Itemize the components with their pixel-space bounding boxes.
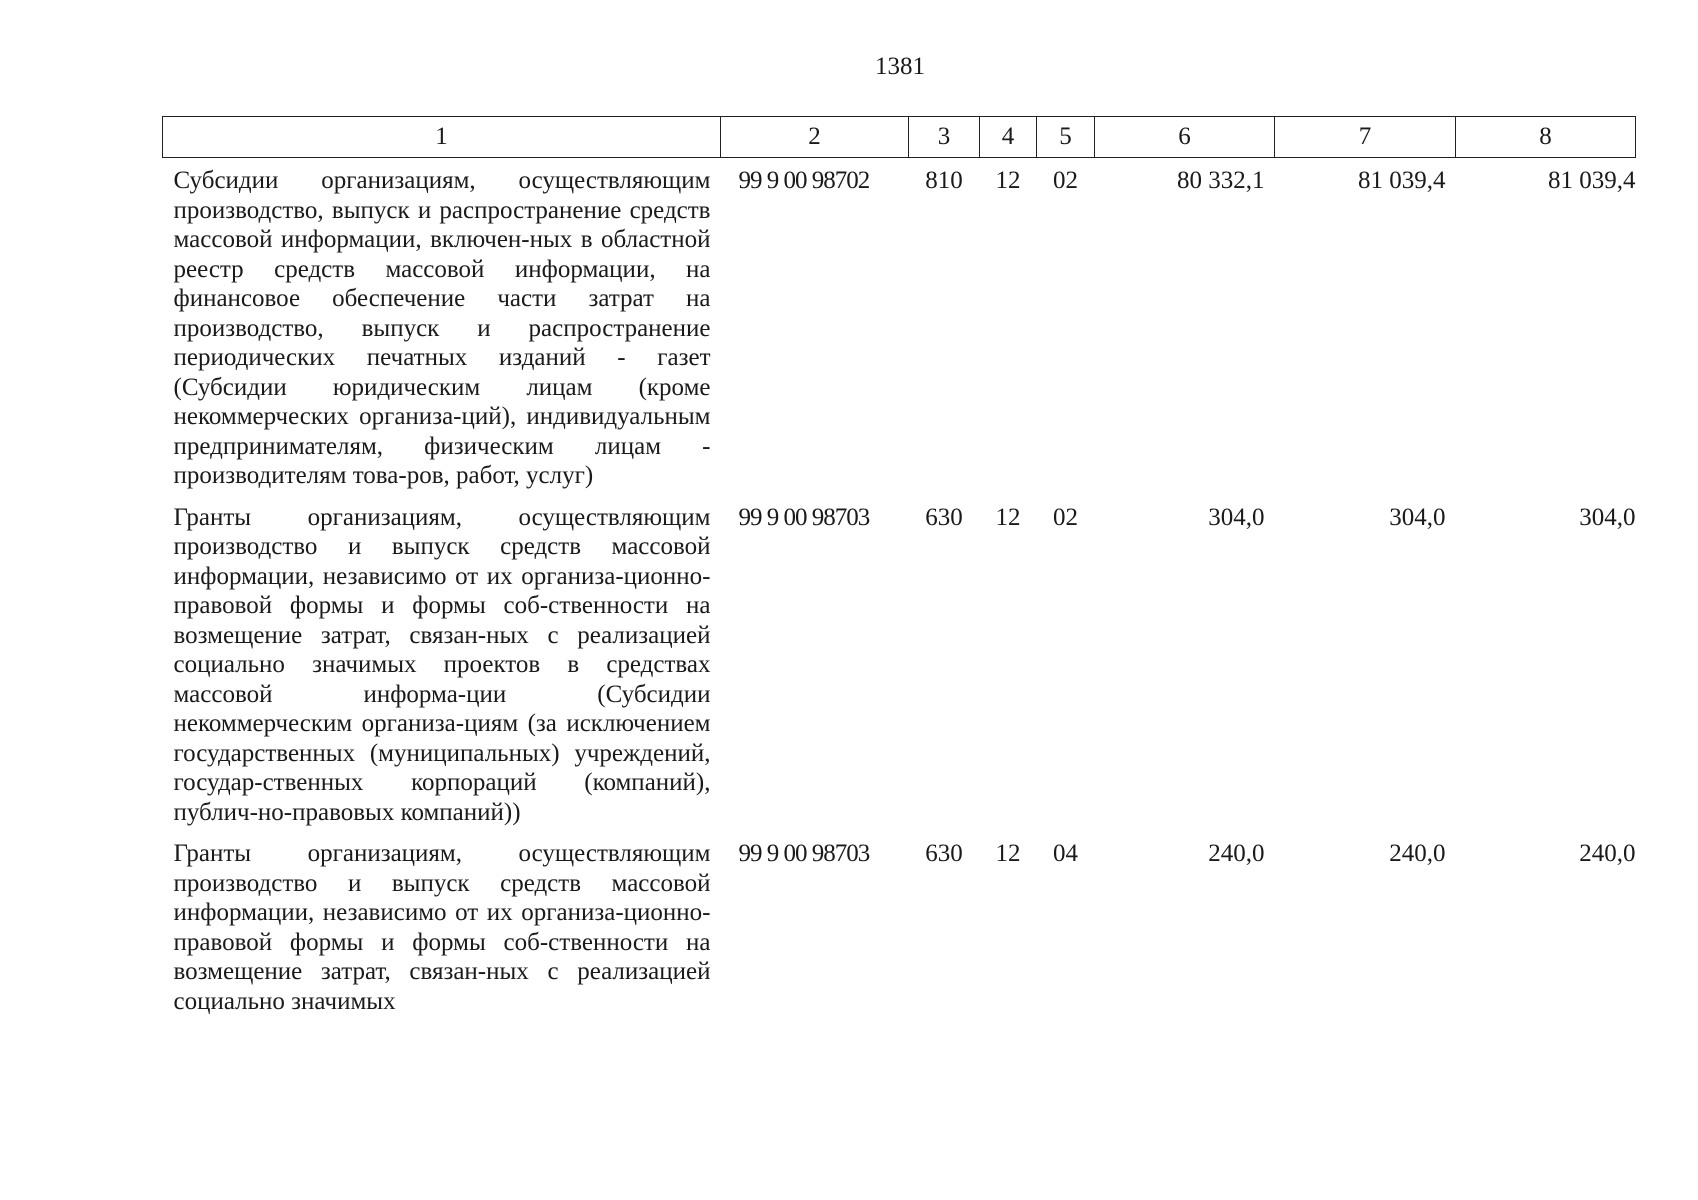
- row-subsection: 04: [1053, 840, 1078, 867]
- row-target-code: 99 9 00 98703: [738, 840, 870, 867]
- header-col-2: 2: [721, 117, 909, 158]
- row-subsection: 02: [1053, 167, 1078, 194]
- row-amount-col-8: 240,0: [1579, 840, 1636, 867]
- header-col-5: 5: [1037, 117, 1095, 158]
- row-amount-col-7: 304,0: [1389, 503, 1446, 531]
- row-section: 12: [995, 840, 1021, 867]
- row-amount-col-6: 304,0: [1208, 503, 1265, 531]
- row-expense-type: 630: [925, 503, 963, 531]
- table-body: [163, 158, 1636, 1017]
- row-section: 12: [995, 503, 1021, 531]
- row-amount-col-8: 304,0: [1579, 503, 1636, 531]
- row-amount-col-6: 240,0: [1208, 840, 1265, 867]
- header-col-7: 7: [1275, 117, 1456, 158]
- page-number: 1381: [875, 53, 925, 80]
- row-target-code: 99 9 00 98703: [738, 503, 870, 531]
- table-row: [163, 831, 1636, 1016]
- row-expense-type: 630: [925, 840, 963, 867]
- header-row: [163, 117, 1636, 158]
- budget-table: [162, 116, 1636, 1016]
- header-col-4: 4: [980, 117, 1037, 158]
- row-target-code: 99 9 00 98702: [738, 167, 870, 194]
- header-col-3: 3: [909, 117, 980, 158]
- table-row: [163, 495, 1636, 832]
- header-col-6: 6: [1095, 117, 1275, 158]
- row-amount-col-7: 240,0: [1389, 840, 1446, 867]
- row-description: Гранты организациям, осуществляющим производство и выпуск средств массовой информации, независимо от их организа-ционно-правовой формы и формы соб-ственности на возмещение затрат, связан-ных с реализацией социально значимых: [173, 840, 711, 1015]
- table-row: [163, 158, 1636, 495]
- row-subsection: 02: [1053, 503, 1078, 531]
- row-description: Субсидии организациям, осуществляющим производство, выпуск и распространение средств массовой информации, включен-ных в областной реестр средств массовой информации, на финансовое обеспечение части затрат на производство, выпуск и распространение периодических печатных изданий - газет (Субсидии юридическим лицам (кроме некоммерческих организа-ций), индивидуальным предпринимателям, физическим лицам - производителям това-ров, работ, услуг): [173, 167, 711, 489]
- row-description: Гранты организациям, осуществляющим производство и выпуск средств массовой информации, независимо от их организа-ционно-правовой формы и формы соб-ственности на возмещение затрат, связан-ных с реализацией социально значимых проектов в средствах массовой информа-ции (Субсидии некоммерческим организа-циям (за исключением государственных (муниципальных) учреждений, государ-ственных корпораций (компаний), публич-но-правовых компаний)): [173, 503, 711, 826]
- row-section: 12: [995, 167, 1021, 194]
- row-amount-col-6: 80 332,1: [1177, 167, 1265, 194]
- budget-table-container: [162, 116, 1635, 1016]
- header-col-1: 1: [163, 117, 721, 158]
- header-col-8: 8: [1456, 117, 1636, 158]
- table-header: [163, 117, 1636, 158]
- row-amount-col-8: 81 039,4: [1548, 167, 1636, 194]
- row-amount-col-7: 81 039,4: [1358, 167, 1446, 194]
- row-expense-type: 810: [925, 167, 963, 194]
